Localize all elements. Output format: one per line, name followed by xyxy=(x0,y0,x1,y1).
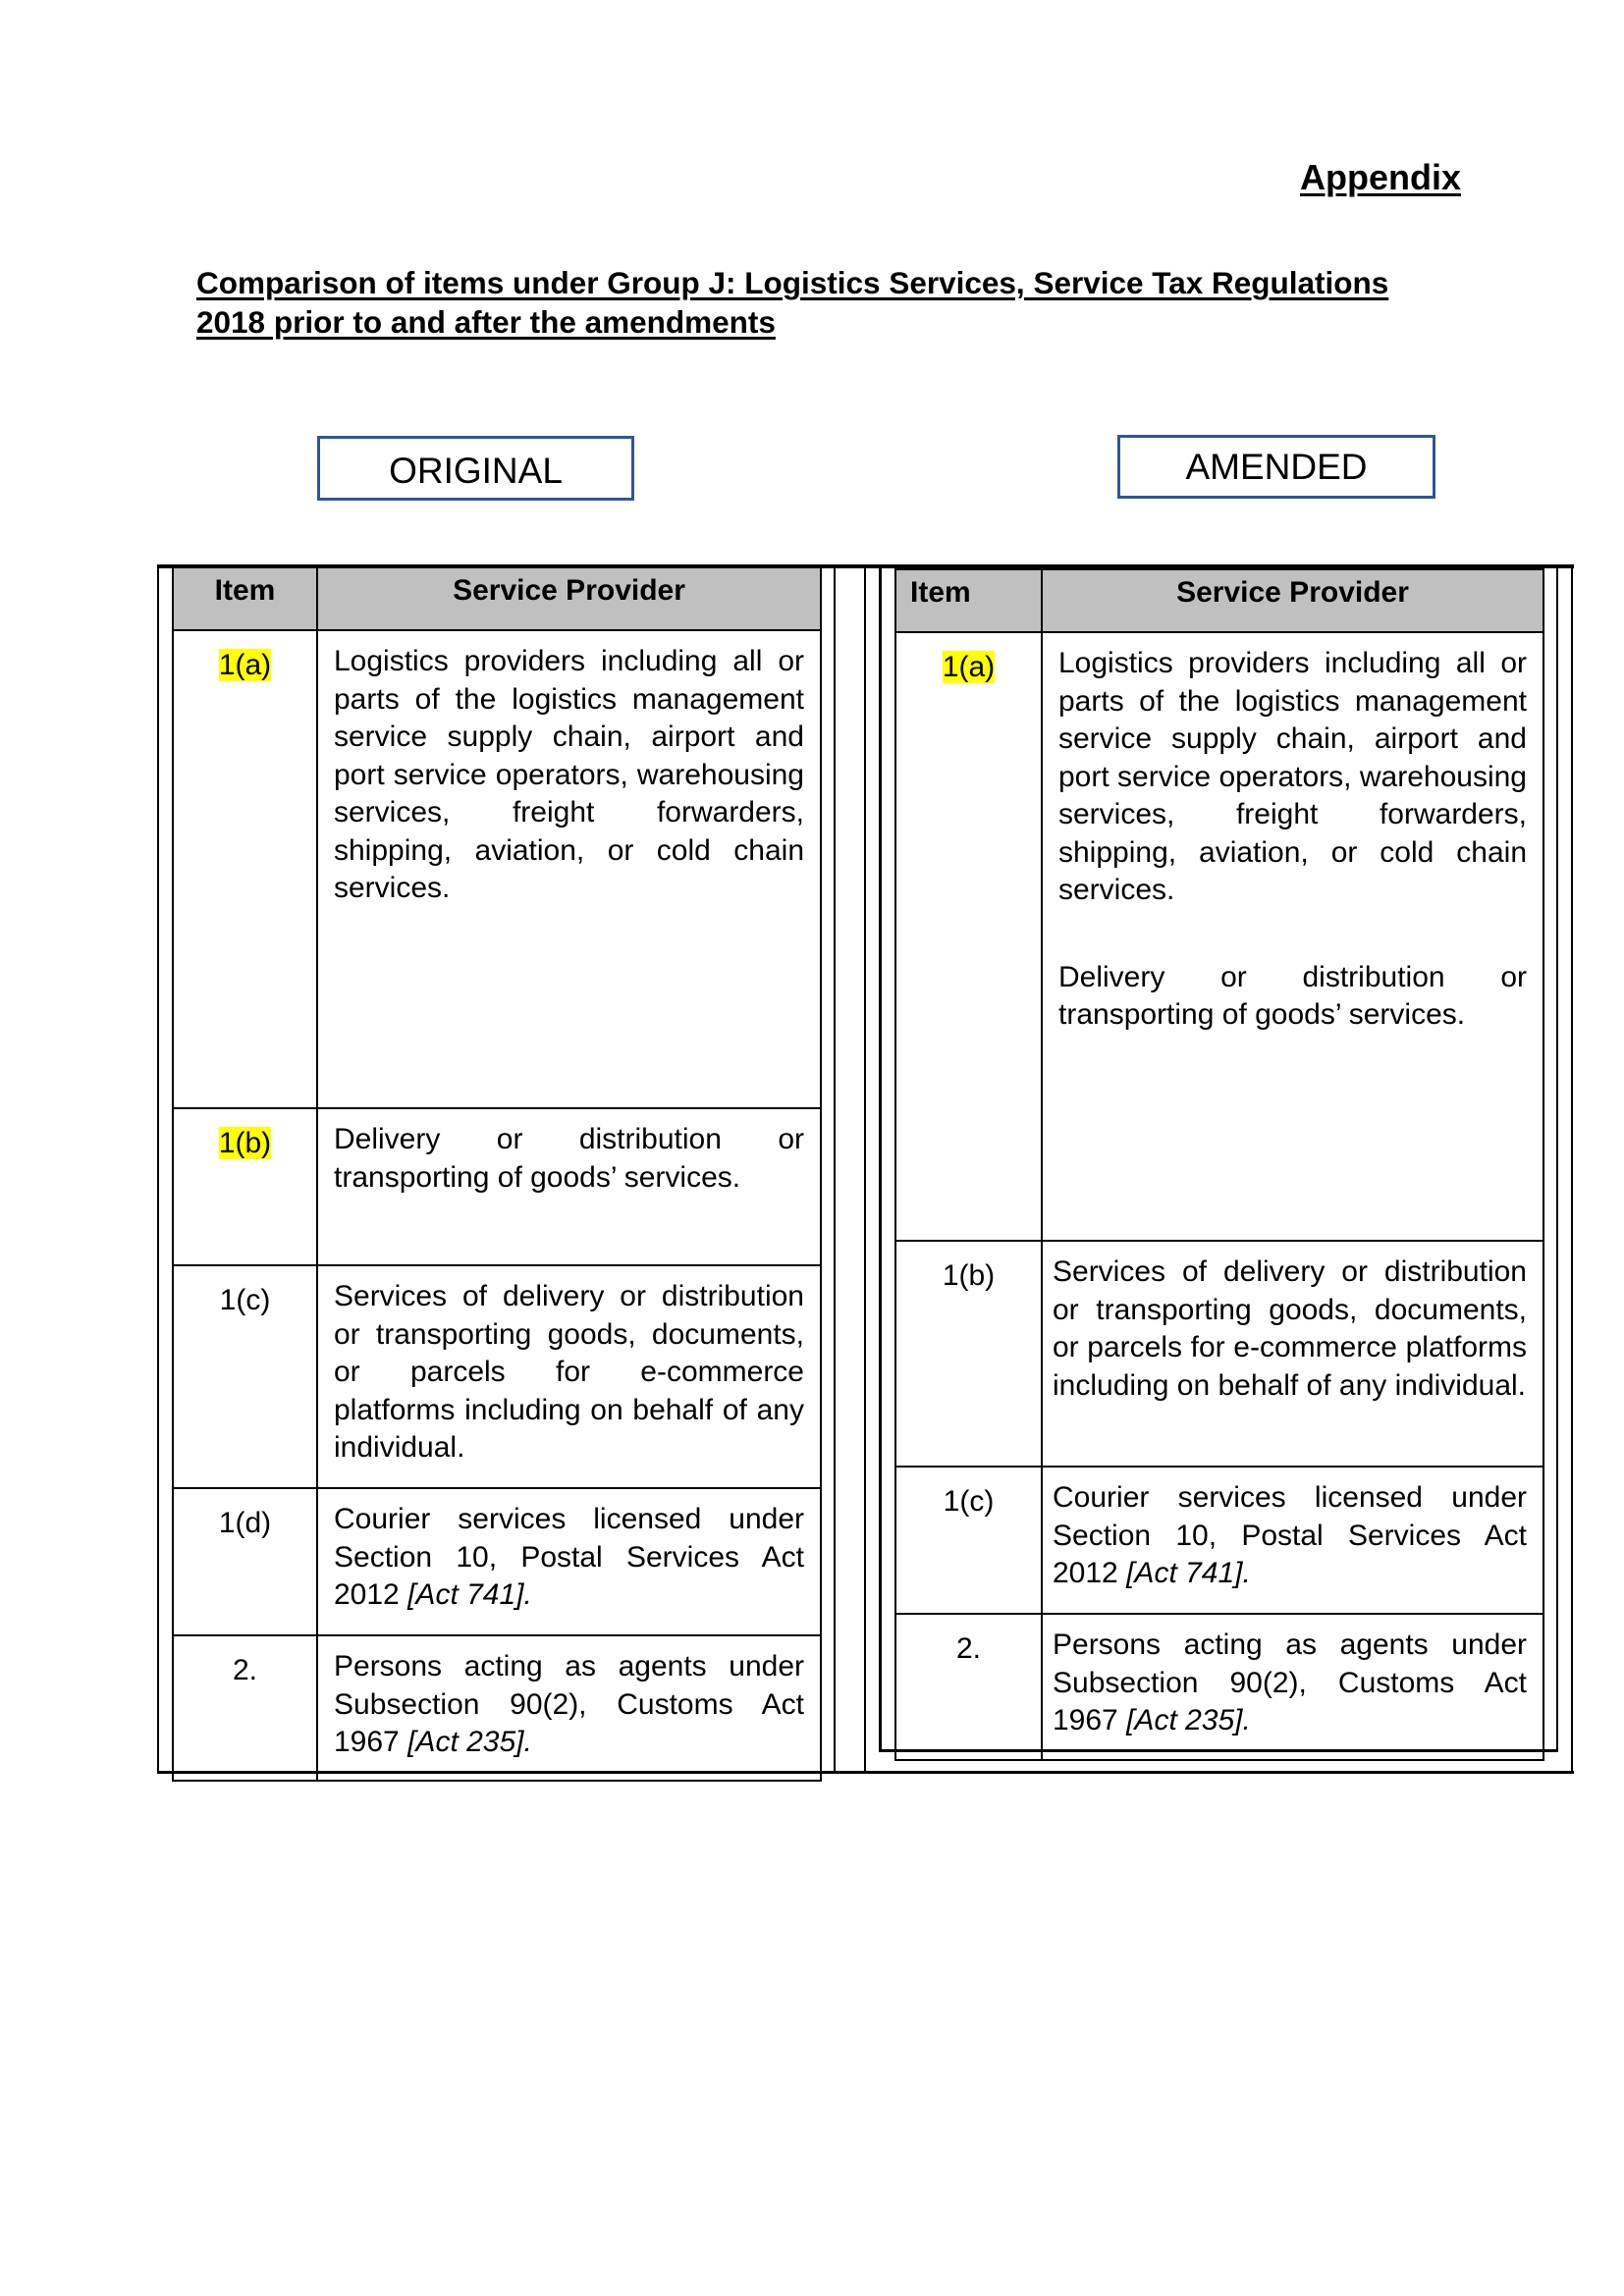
service-provider-cell xyxy=(1042,1614,1543,1760)
service-provider-text: Delivery or distribution or transporting of goods’ services. xyxy=(1058,960,1527,1031)
item-column-header: Item xyxy=(895,569,1042,632)
item-number: 1(a) xyxy=(218,649,272,681)
service-provider-text: Persons acting as agents under Subsection 90(2), Customs Act 1967 xyxy=(1053,1629,1527,1736)
service-provider-cell xyxy=(1042,632,1543,1241)
document-title: Comparison of items under Group J: Logistics Services, Service Tax Regulations 2018 prior to and after the amendments xyxy=(196,265,1389,340)
service-provider-cell xyxy=(317,1488,821,1635)
table-row xyxy=(895,1614,1543,1760)
table-row xyxy=(173,1265,821,1488)
item-cell xyxy=(173,630,317,1108)
table-row xyxy=(173,630,821,1108)
table-header-row xyxy=(895,569,1543,632)
table-row xyxy=(895,632,1543,1241)
service-provider-text: Logistics providers including all or parts of the logistics management service supply chain, airport and port service operators, warehousing services, freight forwarders, shipping, aviation, or cold chain services. xyxy=(1058,647,1527,906)
service-provider-column-header: Service Provider xyxy=(317,567,821,630)
table-row xyxy=(173,1635,821,1781)
service-provider-cell xyxy=(317,630,821,1108)
table-row xyxy=(895,1241,1543,1467)
item-cell xyxy=(173,1108,317,1265)
item-number: 1(c) xyxy=(219,1284,271,1316)
item-cell xyxy=(173,1265,317,1488)
act-reference-end: . xyxy=(1242,1557,1251,1589)
item-number: 1(c) xyxy=(943,1485,995,1518)
item-number: 1(a) xyxy=(942,651,996,683)
item-cell xyxy=(173,1635,317,1781)
act-reference: [Act 235] xyxy=(407,1726,524,1758)
item-number: 2. xyxy=(232,1654,258,1686)
frame-right-line xyxy=(1571,564,1573,1774)
item-number: 2. xyxy=(955,1632,982,1665)
table-row xyxy=(895,1467,1543,1614)
service-provider-text: Logistics providers including all or parts of the logistics management service supply chain, airport and port service operators, warehousing services, freight forwarders, shipping, aviation, or cold chain services. xyxy=(334,645,804,904)
item-column-header: Item xyxy=(173,567,317,630)
service-provider-text: Services of delivery or distribution or transporting goods, documents, or parcels for e-commerce platforms including on behalf of any individual. xyxy=(334,1280,804,1464)
frame-divider-line xyxy=(864,564,866,1774)
table-row xyxy=(173,1488,821,1635)
original-table xyxy=(172,566,822,1782)
act-reference: [Act 235] xyxy=(1126,1704,1243,1736)
item-cell xyxy=(895,1614,1042,1760)
act-reference: [Act 741] xyxy=(1126,1557,1243,1589)
act-reference-end: . xyxy=(523,1578,532,1611)
item-number: 1(b) xyxy=(942,1259,996,1292)
appendix-heading: Appendix xyxy=(1299,157,1461,197)
item-cell xyxy=(895,1467,1042,1614)
amended-label-box xyxy=(1117,435,1435,499)
service-provider-text: Services of delivery or distribution or transporting goods, documents, or parcels for e-commerce platforms including on behalf of any individual. xyxy=(1053,1255,1527,1402)
amended-label: AMENDED xyxy=(1185,446,1368,487)
frame-divider-line xyxy=(834,564,836,1774)
item-cell xyxy=(173,1488,317,1635)
service-provider-text: Courier services licensed under Section 10, Postal Services Act 2012 xyxy=(1053,1481,1527,1589)
item-cell xyxy=(895,1241,1042,1467)
act-reference: [Act 741] xyxy=(407,1578,524,1611)
frame-left-line xyxy=(157,564,159,1774)
service-provider-cell xyxy=(317,1635,821,1781)
service-provider-cell xyxy=(1042,1467,1543,1614)
amended-wrapper-left-line xyxy=(879,564,882,1752)
table-header-row xyxy=(173,567,821,630)
item-number: 1(b) xyxy=(218,1127,272,1159)
service-provider-column-header: Service Provider xyxy=(1042,569,1543,632)
act-reference-end: . xyxy=(1242,1704,1251,1736)
original-label: ORIGINAL xyxy=(389,451,563,491)
original-label-box xyxy=(317,436,634,501)
service-provider-cell xyxy=(1042,1241,1543,1467)
service-provider-text: Courier services licensed under Section 10, Postal Services Act 2012 xyxy=(334,1503,804,1611)
item-number: 1(d) xyxy=(218,1507,272,1539)
service-provider-cell xyxy=(317,1108,821,1265)
service-provider-text: Delivery or distribution or transporting of goods’ services. xyxy=(334,1123,804,1194)
table-row xyxy=(173,1108,821,1265)
act-reference-end: . xyxy=(523,1726,532,1758)
amended-wrapper-right-line xyxy=(1556,564,1558,1752)
amended-table xyxy=(894,568,1544,1761)
service-provider-text: Persons acting as agents under Subsection 90(2), Customs Act 1967 xyxy=(334,1650,804,1758)
service-provider-cell xyxy=(317,1265,821,1488)
item-cell xyxy=(895,632,1042,1241)
